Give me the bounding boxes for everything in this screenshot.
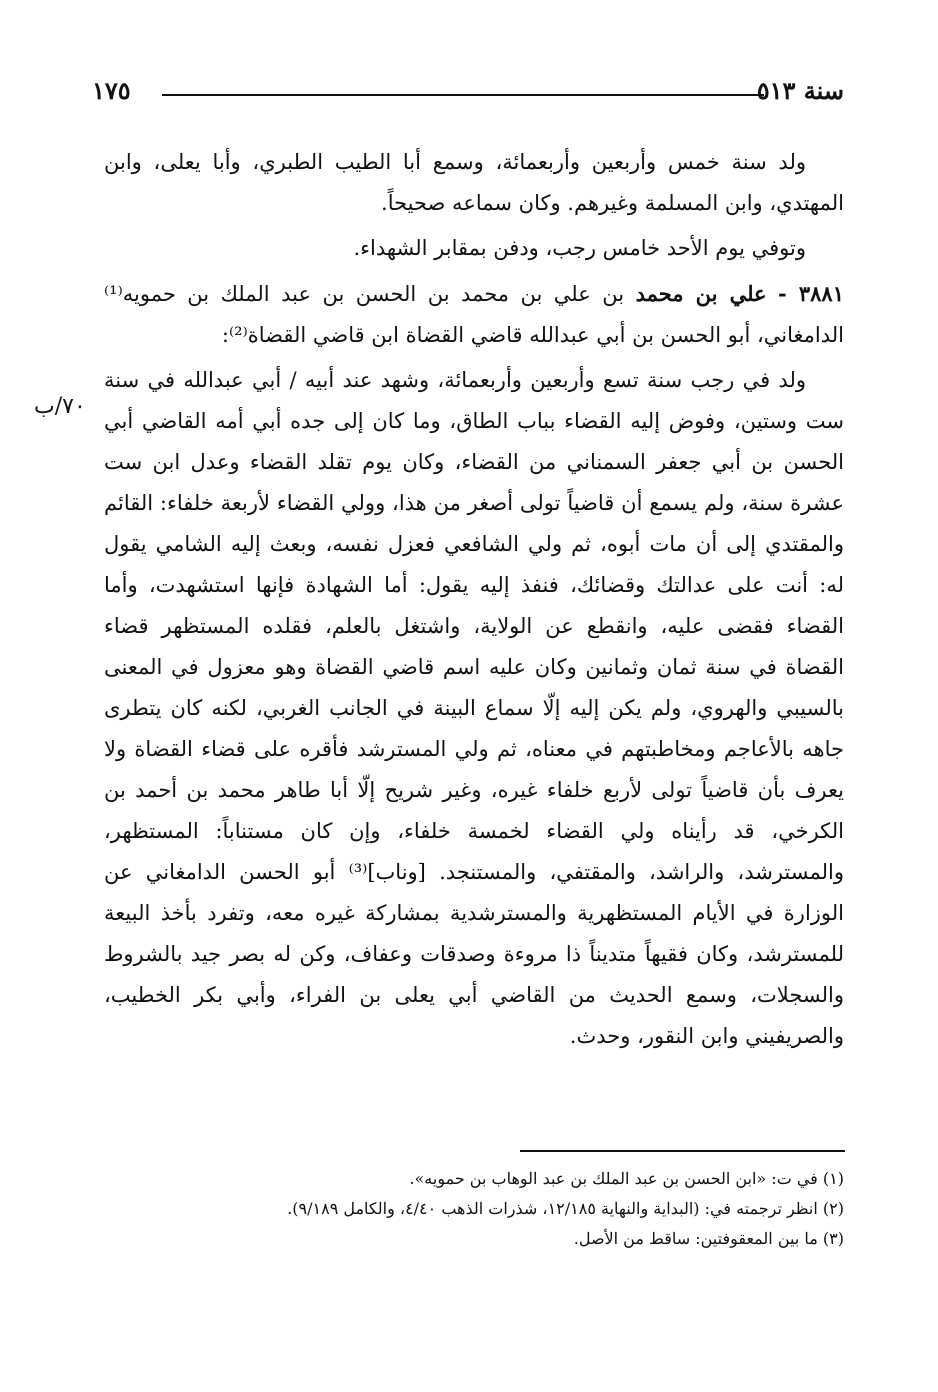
entry-lineage: بن علي بن محمد بن الحسن بن عبد الملك بن حمويه⁽¹⁾ الدامغاني، أبو الحسن بن أبي عبدالله قاضي القضاة ابن قاضي القضاة⁽²⁾: — [104, 282, 844, 347]
paragraph-birth: ولد سنة خمس وأربعين وأربعمائة، وسمع أبا الطيب الطبري، وأبا يعلى، وابن المهتدي، وابن المسلمة وغيرهم. وكان سماعه صحيحاً. — [104, 150, 844, 215]
entry-number: ٣٨٨١ - — [778, 281, 844, 306]
entry-heading — [104, 273, 844, 356]
running-header — [92, 74, 844, 110]
manuscript-folio-ref: ٧٠/ب — [34, 394, 86, 419]
running-title: سنة ٥١٣ — [756, 76, 844, 105]
paragraph-death: وتوفي يوم الأحد خامس رجب، ودفن بمقابر الشهداء. — [353, 236, 806, 260]
footnote-1: (١) في ت: «ابن الحسن بن عبد الملك بن عبد الوهاب بن حمويه». — [409, 1169, 844, 1188]
main-text — [104, 142, 844, 1057]
header-rule — [162, 94, 764, 96]
footnote-3: (٣) ما بين المعقوفتين: ساقط من الأصل. — [573, 1229, 844, 1248]
footnote-rule — [520, 1150, 845, 1152]
paragraph-biography: ولد في رجب سنة تسع وأربعين وأربعمائة، وشهد عند أبيه / أبي عبدالله في سنة ست وستين، وفوض إليه القضاء بباب الطاق، وما كان إلى جده أبي أمه القاضي أبي الحسن بن أبي جعفر السمناني من القضاء، وكان يوم تقلد القضاء وعدل ابن ست عشرة سنة، ولم يسمع أن قاضياً تولى أصغر من هذا، وولي القضاء لأربعة خلفاء: القائم والمقتدي إلى أن مات أبوه، ثم ولي الشافعي فعزل نفسه، وبعث إليه الشامي يقول له: أنت على عدالتك وقضائك، فنفذ إليه يقول: أما الشهادة فإنها استشهدت، وأما القضاء فقضى عليه، وانقطع عن الولاية، واشتغل بالعلم، فقلده المستظهر قضاء القضاة في سنة ثمان وثمانين وكان عليه اسم قاضي القضاة وهو معزول في المعنى بالسيبي والهروي، ولم يكن إليه إلّا سماع البينة في الجانب الغربي، لكنه كان يتطرى جاهه بالأعاجم ومخاطبتهم في معناه، ثم ولي المسترشد فأقره على قضاء القضاة ولا يعرف بأن قاضياً تولى لأربع خلفاء غيره، وغير شريح إلّا أبا طاهر محمد بن أحمد بن الكرخي، قد رأيناه ولي القضاء لخمسة خلفاء، وإن كان مستناباً: المستظهر، والمسترشد، والراشد، والمقتفي، والمستنجد. [وناب]⁽³⁾ أبو الحسن الدامغاني عن الوزارة في الأيام المستظهرية والمسترشدية بمشاركة غيره معه، وتفرد بأخذ البيعة للمسترشد، وكان فقيهاً متديناً ذا مروءة وصدقات وعفاف، وكن له بصر جيد بالشروط والسجلات، وسمع الحديث من القاضي أبي يعلى بن الفراء، وأبي بكر الخطيب، والصريفيني وابن النقور، وحدث. — [104, 368, 844, 1048]
footnotes — [104, 1164, 844, 1254]
entry-name: علي بن محمد — [635, 281, 767, 306]
footnote-2: (٢) انظر ترجمته في: (البداية والنهاية ١٢/١٨٥، شذرات الذهب ٤/٤٠، والكامل ٩/١٨٩). — [287, 1199, 844, 1218]
page-number: ١٧٥ — [92, 76, 131, 105]
